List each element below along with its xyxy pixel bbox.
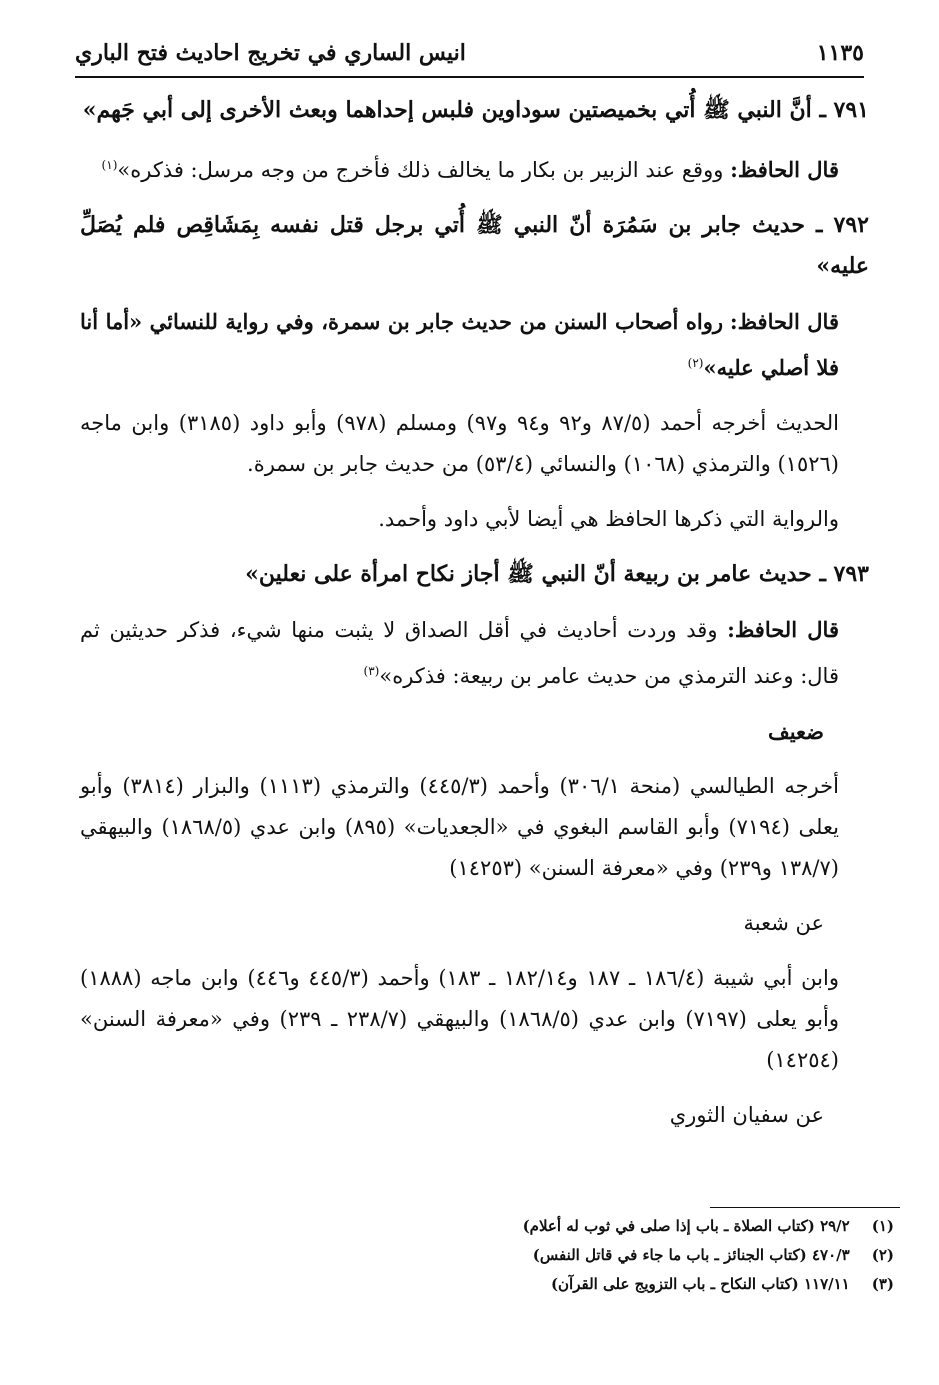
hafiz-comment-793 [80,609,869,697]
hafiz-comment-791 [80,145,869,191]
running-title: انيس الساري في تخريج احاديث فتح الباري [75,40,466,66]
hafiz-comment-792 [80,301,869,389]
footnotes [80,1212,894,1299]
hafiz-text: رواه أصحاب السنن من حديث جابر بن سمرة، وفي رواية للنسائي «أما أنا فلا أصلي عليه» [80,309,839,380]
takhrij-792: الحديث أخرجه أحمد (٨٧/٥ و٩٢ و٩٤ و٩٧) ومسلم (٩٧٨) وأبو داود (٣١٨٥) وابن ماجه (١٥٢٦) والترمذي (١٠٦٨) والنسائي (٥٣/٤) من حديث جابر بن سمرة. [80,411,839,476]
footnote-text: ٢٩/٢ (كتاب الصلاة ـ باب إذا صلى في ثوب له أعلام) [522,1217,850,1235]
footnote-ref-1: (١) [101,158,118,172]
footnote-1 [80,1212,894,1241]
hafiz-text: ووقع عند الزبير بن بكار ما يخالف ذلك فأخرج من وجه مرسل: فذكره» [117,158,724,182]
footnote-text: ١١٧/١١ (كتاب النكاح ـ باب التزويج على القرآن) [550,1275,850,1293]
footnote-divider [710,1207,900,1208]
footnote-3 [80,1270,894,1299]
footnote-number: (١) [871,1217,894,1235]
hadith-792: ٧٩٢ ـ حديث جابر بن سَمُرَة أنّ النبي ﷺ أُتي برجل قتل نفسه بِمَشَاقِص فلم يُصَلِّ عليه» [80,212,869,279]
footnote-2 [80,1241,894,1270]
grade-label: ضعيف [767,719,824,744]
chain-shuba: عن شعبة [743,911,824,935]
page-number: ١١٣٥ [816,40,864,66]
takhrij-793-thawri: وابن أبي شيبة (١٨٦/٤ ـ ١٨٧ و١٨٢/١٤ ـ ١٨٣) وأحمد (٤٤٥/٣ و٤٤٦) وابن ماجه (١٨٨٨) وأبو يعلى (٧١٩٧) وابن عدي (١٨٦٨/٥) والبيهقي (٢٣٨/٧ ـ ٢٣٩) وفي «معرفة السنن» (١٤٢٥٤) [80,966,839,1072]
footnote-ref-2: (٢) [687,356,704,370]
note-792: والرواية التي ذكرها الحافظ هي أيضا لأبي داود وأحمد. [378,507,839,531]
hafiz-label: قال الحافظ: [729,309,839,334]
hafiz-label: قال الحافظ: [727,617,839,642]
page-content [80,90,869,1150]
page-header [75,30,864,78]
hadith-793: ٧٩٣ ـ حديث عامر بن ربيعة أنّ النبي ﷺ أجاز نكاح امرأة على نعلين» [245,561,869,587]
footnote-number: (٣) [871,1275,894,1293]
chain-thawri: عن سفيان الثوري [669,1103,824,1127]
hafiz-text: وقد وردت أحاديث في أقل الصداق لا يثبت منها شيء، فذكر حديثين ثم قال: وعند الترمذي من حديث عامر بن ربيعة: فذكره» [80,618,839,688]
footnote-text: ٤٧٠/٣ (كتاب الجنائز ـ باب ما جاء في قاتل النفس) [532,1246,850,1264]
hafiz-label: قال الحافظ: [730,157,839,182]
takhrij-793-shuba: أخرجه الطيالسي (منحة ٣٠٦/١) وأحمد (٤٤٥/٣) والترمذي (١١١٣) والبزار (٣٨١٤) وأبو يعلى (٧١٩٤) وأبو القاسم البغوي في «الجعديات» (٨٩٥) وابن عدي (١٨٦٨/٥) والبيهقي (١٣٨/٧ و٢٣٩) وفي «معرفة السنن» (١٤٢٥٣) [80,774,839,880]
footnote-number: (٢) [871,1246,894,1264]
hadith-791: ٧٩١ ـ أنَّ النبي ﷺ أُتي بخميصتين سوداوين فلبس إحداهما وبعث الأخرى إلى أبي جَهم» [82,97,869,123]
footnote-ref-3: (٣) [363,664,380,678]
